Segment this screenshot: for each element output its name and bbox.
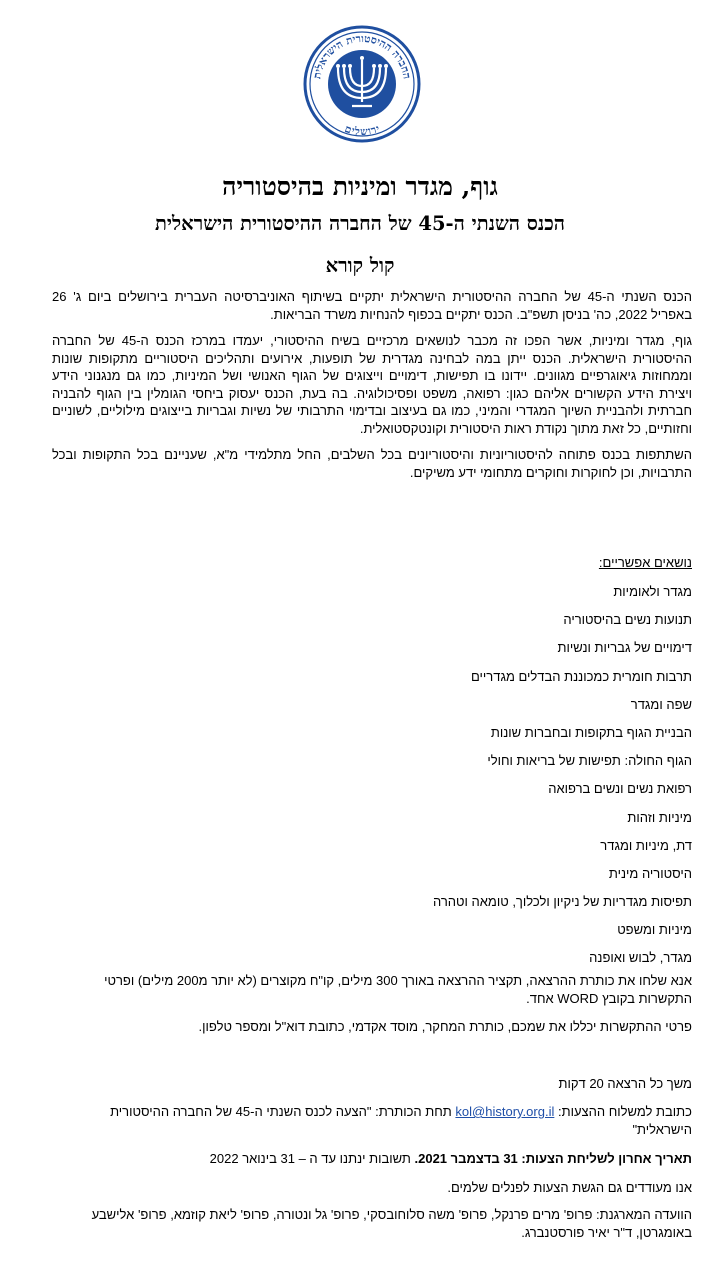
contact-details-note: פרטי ההתקשרות יכללו את שמכם, כותרת המחקר, מוסד אקדמי, כתובת דוא"ל ומספר טלפון. <box>198 1019 692 1034</box>
answers-date: תשובות ינתנו עד ה – 31 בינואר 2022 <box>209 1151 411 1166</box>
topic-item: מגדר, לבוש ואופנה <box>589 950 692 966</box>
svg-text:ירושלים: ירושלים <box>343 123 382 139</box>
call-heading: קול קורא <box>325 254 395 277</box>
society-logo <box>302 24 422 144</box>
topic-item: שפה ומגדר <box>630 696 692 712</box>
submission-instructions: אנא שלחו את כותרת ההרצאה, תקציר ההרצאה באורך 300 מילים, קו"ח מקוצרים (לא יותר מ200 מילים) ופרטי התקשרות בקובץ WORD אחד. <box>104 973 692 1006</box>
intro-text <box>52 288 692 490</box>
deadline-line <box>52 1150 692 1168</box>
topic-item: מיניות וזהות <box>627 809 692 825</box>
talk-duration: משך כל הרצאה 20 דקות <box>558 1076 692 1091</box>
topic-item: הגוף החולה: תפישות של בריאות וחולי <box>487 753 692 769</box>
subject-line: תחת הכותרת: "הצעה לכנס השנתי ה-45 של החברה ההיסטורית הישראלית" <box>110 1104 692 1137</box>
submission-address <box>52 1103 692 1138</box>
topic-item: מגדר ולאומיות <box>613 584 692 599</box>
topic-item: היסטוריה מינית <box>608 865 692 881</box>
topic-item: תפיסות מגדריות של ניקיון ולכלוך, טומאה וטהרה <box>433 894 692 910</box>
topic-item: דת, מיניות ומגדר <box>600 837 692 853</box>
panels-note: אנו מעודדים גם הגשת הצעות לפנלים שלמים. <box>447 1180 692 1195</box>
intro-paragraph: השתתפות בכנס פתוחה להיסטוריוניות והיסטוריונים בכל השלבים, החל מתלמידי מ"א, שעניינם בכל התקופות ובכל התרבויות, וכן לחוקרות וחוקרים מתחומי ידע משיקים. <box>52 447 692 480</box>
organizing-committee: הוועדה המארגנת: פרופ' מרים פרנקל, פרופ' משה סלוחובסקי, פרופ' גל ונטורה, פרופ' ליאת קוזמא, פרופ' אלישבע באומגרטן, ד"ר יאיר פורסטנברג. <box>91 1207 692 1240</box>
conference-subtitle: הכנס השנתי ה-45 של החברה ההיסטורית הישראלית <box>155 212 565 235</box>
intro-paragraph: הכנס השנתי ה-45 של החברה ההיסטורית הישראלית יתקיים בשיתוף האוניברסיטה העברית בירושלים ביום ג' 26 באפריל 2022, כה' בניסן תשפ"ב. הכנס יתקיים בכפוף להנחיות משרד הבריאות. <box>52 289 692 322</box>
topic-item: מיניות ומשפט <box>617 922 692 938</box>
topic-item: דימויים של גבריות ונשיות <box>557 640 692 656</box>
topic-item: רפואת נשים ונשים ברפואה <box>548 781 692 797</box>
email-link[interactable]: kol@history.org.il <box>455 1104 555 1119</box>
topic-item: הבניית הגוף בתקופות ובחברות שונות <box>490 724 692 740</box>
svg-text:החברה ההיסטורית הישראלית: החברה ההיסטורית הישראלית <box>311 32 413 80</box>
topics-list <box>433 583 692 978</box>
conference-title: גוף, מגדר ומיניות בהיסטוריה <box>222 172 498 201</box>
intro-paragraph: גוף, מגדר ומיניות, אשר הפכו זה מכבר לנושאים מרכזיים בשיח ההיסטורי, יעמדו במרכז הכנס ה-45 של החברה ההיסטורית הישראלית. הכנס ייתן במה לבחינה מגדרית של תופעות, אירועים ותהליכים היסטוריים מתקופות שונות וממחוזות גיאוגרפיים מגוונים. יידונו בו תפישות, דימויים וייצוגים של הגוף האנושי ושל המיניות, כמו גם מנגנוני הידע ויצירת הידע הקשורים אליהם כגון: רפואה, משפט ופסיכולוגיה. בה בעת, הכנס יעסוק ביחסי הגומלין בין הגוף להבניה חברתית ולהבניית השיוך המגדרי והמיני, כמו גם בעיצוב ובדימוי התרבותי של נשיות וגבריות בייצוגים מילוליים, לשוניים וחזותיים, כל זאת מתוך נקודת ראות היסטורית וקונטקסטואלית. <box>52 333 692 436</box>
address-label: כתובת למשלוח ההצעות: <box>557 1104 692 1119</box>
topic-item: תנועות נשים בהיסטוריה <box>563 612 692 628</box>
topic-item: תרבות חומרית כמכוננת הבדלים מגדריים <box>470 668 692 684</box>
menorah-emblem-icon <box>302 24 422 144</box>
deadline-label: תאריך אחרון לשליחת הצעות: 31 בדצמבר 2021. <box>414 1151 692 1166</box>
topics-heading: נושאים אפשריים: <box>598 555 692 570</box>
